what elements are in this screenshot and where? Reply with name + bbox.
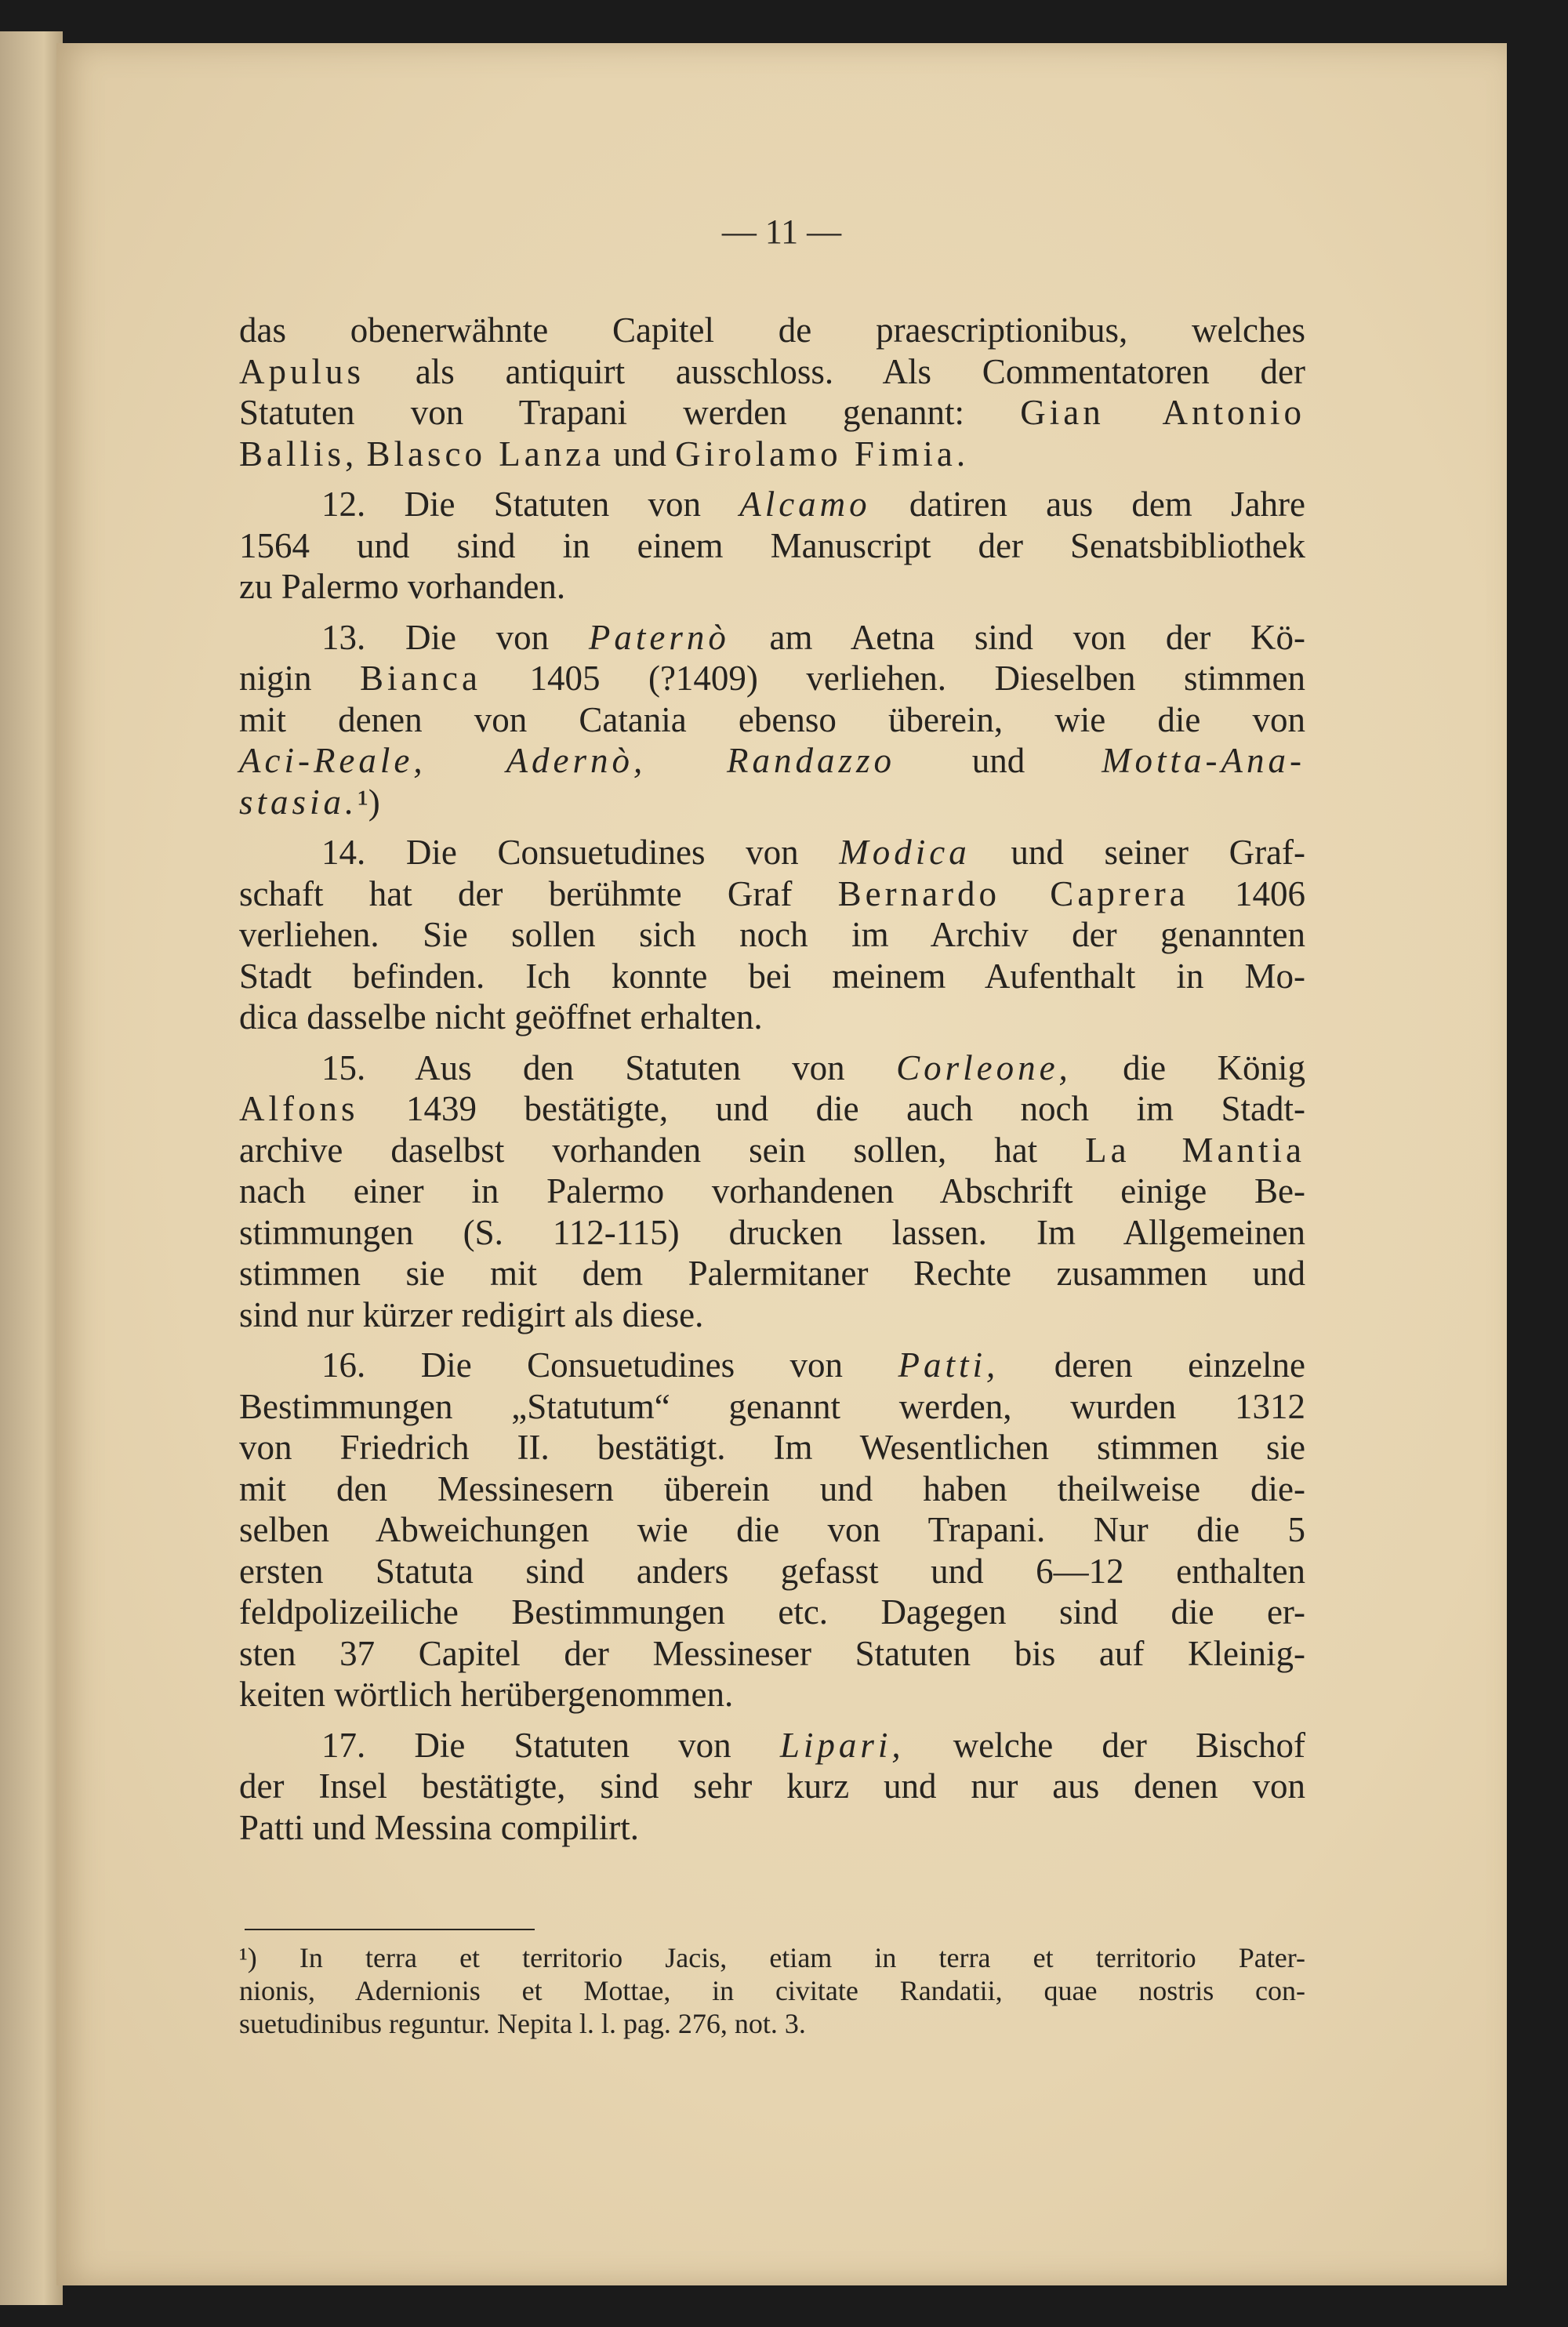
body-text-segment: 12. Die Statuten von xyxy=(321,485,740,524)
body-text-segment: und seiner Graf- xyxy=(970,833,1305,872)
body-line xyxy=(239,1294,1305,1336)
body-text-segment: stimmungen (S. 112-115) drucken lassen. Im Allgemeinen xyxy=(239,1212,1305,1252)
body-text-segment: . xyxy=(956,434,966,474)
body-text-segment: Bernardo Caprera xyxy=(837,873,1189,913)
body-line xyxy=(239,997,1305,1038)
body-text-segment: zu Palermo vorhanden. xyxy=(239,567,566,606)
body-text-segment: welche der Bischof xyxy=(904,1725,1305,1765)
body-line xyxy=(239,1345,1305,1386)
body-text-segment: 1406 xyxy=(1189,873,1305,913)
body-line xyxy=(239,434,1305,475)
body-line xyxy=(239,1725,1305,1766)
body-text-segment: das obenerwähnte Capitel de praescriptionibus, welches xyxy=(239,310,1305,350)
body-text-segment: Paternò xyxy=(588,617,730,657)
body-text xyxy=(239,310,1305,1848)
body-text-segment: von Friedrich II. bestätigt. Im Wesentlichen stimmen sie xyxy=(239,1428,1305,1467)
body-line xyxy=(239,1386,1305,1428)
body-line xyxy=(239,1427,1305,1468)
body-text-segment xyxy=(358,434,366,474)
body-text-segment: Girolamo Fimia xyxy=(675,434,956,474)
body-line xyxy=(239,832,1305,873)
body-text-segment: Stadt befinden. Ich konnte bei meinem Aufenthalt in Mo- xyxy=(239,956,1305,996)
body-text-segment: Motta-Ana- xyxy=(1102,741,1306,780)
body-line xyxy=(239,1212,1305,1254)
body-line xyxy=(239,1807,1305,1849)
body-line xyxy=(239,525,1305,567)
body-line xyxy=(239,310,1305,351)
body-line xyxy=(239,1468,1305,1510)
body-text-segment: deren einzelne xyxy=(999,1345,1305,1385)
footnote-line xyxy=(239,2007,1305,2040)
body-line xyxy=(239,351,1305,393)
body-text-segment: Ballis, xyxy=(239,434,358,474)
body-text-segment: sind nur kürzer redigirt als diese. xyxy=(239,1294,704,1334)
body-text-segment: nigin xyxy=(239,659,361,698)
body-text-segment: 1564 und sind in einem Manuscript der Senatsbibliothek xyxy=(239,525,1305,565)
footnote-text-segment: suetudinibus reguntur. Nepita l. l. pag. 276, not. 3. xyxy=(239,2008,806,2039)
footnote-text-segment: nionis, Adernionis et Mottae, in civitate Randatii, quae nostris con- xyxy=(239,1975,1305,2006)
body-text-segment: sten 37 Capitel der Messineser Statuten bis auf Kleinig- xyxy=(239,1633,1305,1673)
body-text-segment: am Aetna sind von der Kö- xyxy=(729,617,1305,657)
body-text-segment: und xyxy=(604,434,676,474)
body-line xyxy=(239,740,1305,782)
body-text-segment: Lipari, xyxy=(779,1725,905,1765)
body-line xyxy=(239,782,1305,823)
body-text-segment: keiten wörtlich herübergenommen. xyxy=(239,1675,734,1714)
body-text-segment: 14. Die Consuetudines von xyxy=(321,833,840,872)
body-text-segment: ersten Statuta sind anders gefasst und 6—12 enthalten xyxy=(239,1551,1305,1591)
body-text-segment: feldpolizeiliche Bestimmungen etc. Dagegen sind die er- xyxy=(239,1592,1305,1632)
body-line xyxy=(239,1047,1305,1089)
body-text-segment: mit denen von Catania ebenso überein, wie die von xyxy=(239,699,1305,739)
body-text-segment: Gian Antonio xyxy=(1020,393,1305,432)
footnote-rule xyxy=(245,1929,535,1930)
footnotes xyxy=(239,1941,1305,2040)
body-line xyxy=(239,484,1305,525)
body-text-segment: schaft hat der berühmte Graf xyxy=(239,873,838,913)
body-text-segment: 15. Aus den Statuten von xyxy=(321,1047,897,1087)
body-text-segment: stasia. xyxy=(239,782,358,822)
body-line xyxy=(239,956,1305,997)
body-text-segment: Patti und Messina compilirt. xyxy=(239,1807,639,1847)
facing-page-edge xyxy=(0,31,63,2305)
body-text-segment: Blasco Lanza xyxy=(366,434,605,474)
body-text-segment: Bianca xyxy=(360,659,481,698)
body-text-segment: verliehen. Sie sollen sich noch im Archiv der genannten xyxy=(239,915,1305,954)
body-text-segment: 1405 (?1409) verliehen. Dieselben stimmen xyxy=(481,659,1305,698)
body-text-segment: mit den Messinesern überein und haben theilweise die- xyxy=(239,1468,1305,1508)
body-text-segment: datiren aus dem Jahre xyxy=(870,485,1305,524)
body-line xyxy=(239,617,1305,659)
body-text-segment: Modica xyxy=(839,833,971,872)
body-text-segment: Alfons xyxy=(239,1089,359,1128)
body-text-segment: 17. Die Statuten von xyxy=(321,1725,780,1765)
body-line xyxy=(239,1509,1305,1551)
body-line xyxy=(239,392,1305,434)
body-line xyxy=(239,1633,1305,1675)
body-text-segment: Statuten von Trapani werden genannt: xyxy=(239,393,1021,432)
body-line xyxy=(239,1253,1305,1294)
body-line xyxy=(239,566,1305,608)
body-line xyxy=(239,914,1305,956)
body-text-segment: Aci-Reale, Adernò, Randazzo xyxy=(239,741,896,780)
body-text-segment: stimmen sie mit dem Palermitaner Rechte zusammen und xyxy=(239,1254,1305,1293)
footnote-line xyxy=(239,1941,1305,1974)
body-line xyxy=(239,1766,1305,1807)
body-text-segment: Corleone, xyxy=(896,1047,1072,1087)
body-line xyxy=(239,1592,1305,1633)
body-text-segment: archive daselbst vorhanden sein sollen, hat xyxy=(239,1130,1086,1170)
page-number: — 11 — xyxy=(721,212,842,251)
body-text-segment: Bestimmungen „Statutum“ genannt werden, wurden 1312 xyxy=(239,1386,1305,1426)
body-line xyxy=(239,1674,1305,1715)
body-text-segment: selben Abweichungen wie die von Trapani. Nur die 5 xyxy=(239,1510,1305,1549)
body-text-segment: 1439 bestätigte, und die auch noch im Stadt- xyxy=(358,1089,1305,1128)
body-line xyxy=(239,1171,1305,1212)
body-line xyxy=(239,1551,1305,1592)
body-line xyxy=(239,1130,1305,1171)
body-line xyxy=(239,1088,1305,1130)
body-text-segment: und xyxy=(895,741,1102,780)
body-line xyxy=(239,658,1305,699)
body-text-segment: Patti, xyxy=(898,1345,1000,1385)
body-text-segment: dica dasselbe nicht geöffnet erhalten. xyxy=(239,997,763,1036)
body-text-segment: Alcamo xyxy=(739,485,871,524)
body-text-segment: als antiquirt ausschloss. Als Commentatoren der xyxy=(365,351,1305,391)
body-text-segment: ¹) xyxy=(358,782,380,822)
body-text-segment: die König xyxy=(1071,1047,1306,1087)
body-text-segment: La Mantia xyxy=(1085,1130,1305,1170)
body-text-segment: 16. Die Consuetudines von xyxy=(321,1345,898,1385)
footnote-text-segment: ¹) In terra et territorio Jacis, etiam in terra et territorio Pater- xyxy=(239,1942,1305,1973)
footnote-line xyxy=(239,1974,1305,2007)
body-text-segment: 13. Die von xyxy=(321,617,589,657)
body-line xyxy=(239,873,1305,915)
body-text-segment: nach einer in Palermo vorhandenen Abschrift einige Be- xyxy=(239,1171,1305,1211)
body-text-segment: der Insel bestätigte, sind sehr kurz und nur aus denen von xyxy=(239,1766,1305,1806)
body-line xyxy=(239,699,1305,741)
body-text-segment: Apulus xyxy=(239,351,365,391)
